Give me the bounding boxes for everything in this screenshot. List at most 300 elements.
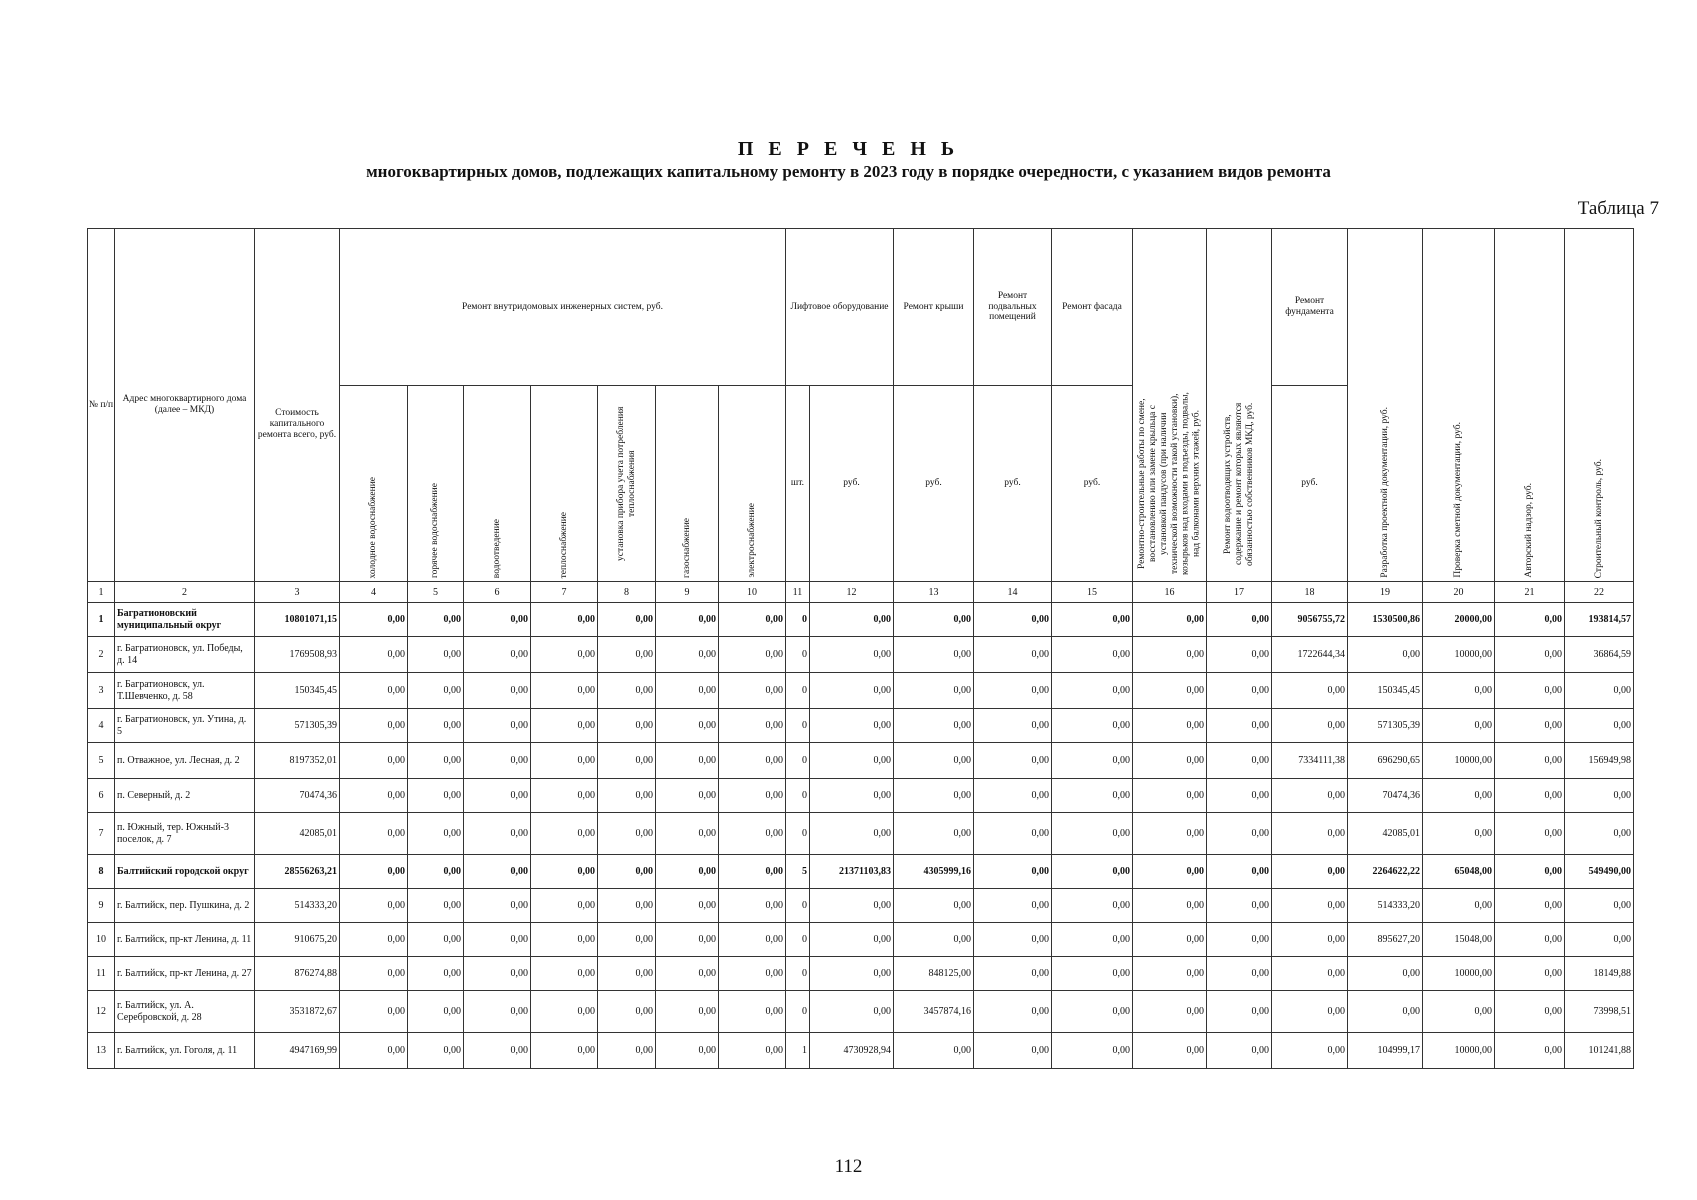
value-cell: 0,00 [1272, 813, 1348, 855]
col-foundation-rub-header: руб. [1272, 386, 1348, 582]
value-cell: 20000,00 [1423, 603, 1495, 637]
value-cell: 0,00 [340, 743, 408, 779]
value-cell: 18149,88 [1565, 957, 1634, 991]
value-cell: 0,00 [1565, 813, 1634, 855]
column-number: 15 [1052, 582, 1133, 603]
col-foundation-header: Ремонт фундамента [1272, 229, 1348, 386]
value-cell: 696290,65 [1348, 743, 1423, 779]
value-cell: 0,00 [408, 813, 464, 855]
value-cell: 0,00 [656, 743, 719, 779]
value-cell: 0,00 [719, 743, 786, 779]
value-cell: 0,00 [598, 779, 656, 813]
column-number: 4 [340, 582, 408, 603]
value-cell: 0,00 [1423, 813, 1495, 855]
value-cell: 0,00 [464, 923, 531, 957]
row-number-cell: 13 [88, 1033, 115, 1069]
value-cell: 0,00 [531, 779, 598, 813]
value-cell: 0,00 [408, 855, 464, 889]
value-cell: 0,00 [340, 603, 408, 637]
value-cell: 0,00 [408, 889, 464, 923]
row-number-cell: 4 [88, 709, 115, 743]
value-cell: 514333,20 [255, 889, 340, 923]
value-cell: 0,00 [656, 957, 719, 991]
value-cell: 848125,00 [894, 957, 974, 991]
value-cell: 15048,00 [1423, 923, 1495, 957]
value-cell: 0,00 [464, 743, 531, 779]
value-cell: 0 [786, 743, 810, 779]
value-cell: 0,00 [408, 923, 464, 957]
col-heat-meter-header: установка прибора учета потребления теплоснабжения [598, 386, 656, 582]
value-cell: 0 [786, 889, 810, 923]
value-cell: 895627,20 [1348, 923, 1423, 957]
value-cell: 0,00 [1495, 709, 1565, 743]
value-cell: 104999,17 [1348, 1033, 1423, 1069]
value-cell: 0,00 [1052, 855, 1133, 889]
value-cell: 0,00 [1348, 957, 1423, 991]
value-cell: 0,00 [974, 957, 1052, 991]
value-cell: 0,00 [974, 813, 1052, 855]
col-engineering-header: Ремонт внутридомовых инженерных систем, руб. [340, 229, 786, 386]
value-cell: 10000,00 [1423, 743, 1495, 779]
value-cell: 0,00 [1272, 709, 1348, 743]
value-cell: 0,00 [408, 709, 464, 743]
value-cell: 0,00 [1207, 779, 1272, 813]
value-cell: 0,00 [719, 813, 786, 855]
value-cell: 0,00 [408, 603, 464, 637]
table-row [88, 743, 1634, 779]
col-drainage-header: Ремонт водоотводящих устройств, содержание и ремонт которых являются обязанностью собственников МКД, руб. [1207, 229, 1272, 582]
value-cell: 0,00 [810, 779, 894, 813]
value-cell: 0,00 [656, 779, 719, 813]
value-cell: 0,00 [1207, 991, 1272, 1033]
value-cell: 0,00 [1207, 855, 1272, 889]
value-cell: 0,00 [810, 889, 894, 923]
value-cell: 0,00 [656, 855, 719, 889]
repair-table [87, 228, 1634, 1069]
value-cell: 0,00 [531, 637, 598, 673]
value-cell: 0,00 [1133, 743, 1207, 779]
address-cell: г. Багратионовск, ул. Т.Шевченко, д. 58 [115, 673, 255, 709]
col-sewerage-header: водоотведение [464, 386, 531, 582]
value-cell: 0,00 [464, 889, 531, 923]
value-cell: 0,00 [408, 743, 464, 779]
value-cell: 0,00 [340, 889, 408, 923]
value-cell: 0,00 [894, 1033, 974, 1069]
value-cell: 10000,00 [1423, 957, 1495, 991]
value-cell: 0,00 [894, 923, 974, 957]
value-cell: 0,00 [1272, 923, 1348, 957]
value-cell: 0,00 [1133, 957, 1207, 991]
value-cell: 0,00 [894, 709, 974, 743]
value-cell: 0,00 [894, 673, 974, 709]
column-number: 12 [810, 582, 894, 603]
address-cell: г. Балтийск, ул. А. Серебровской, д. 28 [115, 991, 255, 1033]
value-cell: 0,00 [598, 991, 656, 1033]
table-row [88, 637, 1634, 673]
value-cell: 0,00 [598, 923, 656, 957]
value-cell: 0,00 [1565, 673, 1634, 709]
value-cell: 4730928,94 [810, 1033, 894, 1069]
table-row [88, 673, 1634, 709]
document-subtitle: многоквартирных домов, подлежащих капитальному ремонту в 2023 году в порядке очередности, с указанием видов ремонта [366, 162, 1331, 181]
value-cell: 0,00 [974, 637, 1052, 673]
value-cell: 0,00 [1348, 991, 1423, 1033]
value-cell: 0,00 [340, 1033, 408, 1069]
value-cell: 4947169,99 [255, 1033, 340, 1069]
value-cell: 0,00 [1052, 743, 1133, 779]
value-cell: 0,00 [1207, 709, 1272, 743]
col-facade-rub-header: руб. [1052, 386, 1133, 582]
col-elevator-rub-header: руб. [810, 386, 894, 582]
value-cell: 0,00 [974, 779, 1052, 813]
value-cell: 0,00 [1272, 991, 1348, 1033]
column-number: 16 [1133, 582, 1207, 603]
value-cell: 0,00 [598, 1033, 656, 1069]
address-cell: п. Отважное, ул. Лесная, д. 2 [115, 743, 255, 779]
value-cell: 876274,88 [255, 957, 340, 991]
address-cell: Балтийский городской округ [115, 855, 255, 889]
value-cell: 0,00 [1052, 779, 1133, 813]
column-number: 22 [1565, 582, 1634, 603]
column-number: 10 [719, 582, 786, 603]
value-cell: 156949,98 [1565, 743, 1634, 779]
value-cell: 0,00 [464, 709, 531, 743]
col-roof-rub-header: руб. [894, 386, 974, 582]
value-cell: 0,00 [464, 673, 531, 709]
value-cell: 28556263,21 [255, 855, 340, 889]
value-cell: 0,00 [464, 603, 531, 637]
value-cell: 0,00 [531, 889, 598, 923]
value-cell: 0,00 [719, 637, 786, 673]
table-body [88, 603, 1634, 1069]
value-cell: 0,00 [598, 813, 656, 855]
value-cell: 0,00 [1495, 991, 1565, 1033]
value-cell: 0,00 [598, 855, 656, 889]
row-number-cell: 1 [88, 603, 115, 637]
value-cell: 9056755,72 [1272, 603, 1348, 637]
col-construction-header: Ремонтно-строительные работы по смене, восстановлению или замене крыльца с установкой пандусов (при наличии технической возможности такой установки), козырьков над входами в подъезды, подвалы, над балконами верхних этажей, руб. [1133, 229, 1207, 582]
value-cell: 0,00 [531, 923, 598, 957]
value-cell: 0,00 [810, 743, 894, 779]
row-number-cell: 8 [88, 855, 115, 889]
value-cell: 549490,00 [1565, 855, 1634, 889]
value-cell: 150345,45 [255, 673, 340, 709]
value-cell: 514333,20 [1348, 889, 1423, 923]
row-number-cell: 9 [88, 889, 115, 923]
value-cell: 0,00 [1133, 603, 1207, 637]
value-cell: 0,00 [1565, 923, 1634, 957]
value-cell: 0,00 [598, 709, 656, 743]
value-cell: 0,00 [1207, 743, 1272, 779]
value-cell: 0 [786, 603, 810, 637]
value-cell: 0,00 [1133, 673, 1207, 709]
value-cell: 0 [786, 923, 810, 957]
table-row [88, 1033, 1634, 1069]
value-cell: 0,00 [1565, 889, 1634, 923]
value-cell: 0,00 [531, 813, 598, 855]
value-cell: 0,00 [719, 855, 786, 889]
value-cell: 0,00 [719, 603, 786, 637]
value-cell: 0,00 [340, 637, 408, 673]
value-cell: 0,00 [598, 673, 656, 709]
header-row-top [88, 229, 1634, 386]
value-cell: 0,00 [408, 991, 464, 1033]
value-cell: 0,00 [1133, 889, 1207, 923]
value-cell: 0,00 [1565, 779, 1634, 813]
value-cell: 8197352,01 [255, 743, 340, 779]
value-cell: 0,00 [531, 957, 598, 991]
value-cell: 0,00 [1207, 603, 1272, 637]
table-row [88, 779, 1634, 813]
value-cell: 1530500,86 [1348, 603, 1423, 637]
value-cell: 0,00 [810, 709, 894, 743]
value-cell: 0,00 [1495, 779, 1565, 813]
value-cell: 0,00 [1207, 637, 1272, 673]
value-cell: 0,00 [1052, 603, 1133, 637]
value-cell: 0,00 [974, 855, 1052, 889]
value-cell: 0,00 [656, 673, 719, 709]
value-cell: 0,00 [1207, 889, 1272, 923]
document-title: П Е Р Е Ч Е Н Ь [737, 138, 960, 160]
value-cell: 0 [786, 957, 810, 991]
value-cell: 0 [786, 709, 810, 743]
value-cell: 0,00 [464, 813, 531, 855]
value-cell: 7334111,38 [1272, 743, 1348, 779]
value-cell: 70474,36 [1348, 779, 1423, 813]
value-cell: 0 [786, 637, 810, 673]
value-cell: 0,00 [894, 603, 974, 637]
address-cell: г. Багратионовск, ул. Победы, д. 14 [115, 637, 255, 673]
value-cell: 0,00 [974, 889, 1052, 923]
value-cell: 0,00 [1133, 855, 1207, 889]
col-design-docs-header: Разработка проектной документации, руб. [1348, 229, 1423, 582]
table-row [88, 889, 1634, 923]
value-cell: 73998,51 [1565, 991, 1634, 1033]
column-number: 19 [1348, 582, 1423, 603]
value-cell: 0,00 [408, 637, 464, 673]
value-cell: 0,00 [1207, 923, 1272, 957]
column-number: 6 [464, 582, 531, 603]
column-number: 3 [255, 582, 340, 603]
column-number-row [88, 582, 1634, 603]
value-cell: 0,00 [1495, 889, 1565, 923]
table-row [88, 813, 1634, 855]
value-cell: 2264622,22 [1348, 855, 1423, 889]
value-cell: 0,00 [1423, 991, 1495, 1033]
value-cell: 0,00 [974, 709, 1052, 743]
table-row [88, 923, 1634, 957]
table-row [88, 855, 1634, 889]
value-cell: 0,00 [408, 779, 464, 813]
value-cell: 0,00 [1495, 673, 1565, 709]
value-cell: 0,00 [1133, 813, 1207, 855]
value-cell: 0,00 [464, 1033, 531, 1069]
value-cell: 0,00 [1133, 709, 1207, 743]
address-cell: г. Балтийск, пер. Пушкина, д. 2 [115, 889, 255, 923]
value-cell: 10000,00 [1423, 637, 1495, 673]
value-cell: 0,00 [340, 813, 408, 855]
value-cell: 0,00 [1272, 855, 1348, 889]
value-cell: 0,00 [340, 779, 408, 813]
value-cell: 0,00 [1495, 603, 1565, 637]
value-cell: 0,00 [1565, 709, 1634, 743]
value-cell: 10801071,15 [255, 603, 340, 637]
value-cell: 0,00 [464, 779, 531, 813]
value-cell: 65048,00 [1423, 855, 1495, 889]
value-cell: 4305999,16 [894, 855, 974, 889]
value-cell: 0,00 [974, 673, 1052, 709]
column-number: 13 [894, 582, 974, 603]
value-cell: 0,00 [894, 813, 974, 855]
address-cell: г. Балтийск, пр-кт Ленина, д. 11 [115, 923, 255, 957]
column-number: 8 [598, 582, 656, 603]
value-cell: 0,00 [810, 673, 894, 709]
column-number: 17 [1207, 582, 1272, 603]
row-number-cell: 2 [88, 637, 115, 673]
column-number: 9 [656, 582, 719, 603]
value-cell: 0,00 [1052, 1033, 1133, 1069]
value-cell: 0,00 [340, 709, 408, 743]
value-cell: 0,00 [531, 603, 598, 637]
value-cell: 0,00 [1052, 889, 1133, 923]
address-cell: Багратионовский муниципальный округ [115, 603, 255, 637]
value-cell: 0,00 [719, 957, 786, 991]
value-cell: 42085,01 [1348, 813, 1423, 855]
value-cell: 0,00 [1495, 855, 1565, 889]
value-cell: 0,00 [810, 923, 894, 957]
value-cell: 101241,88 [1565, 1033, 1634, 1069]
value-cell: 0,00 [1133, 779, 1207, 813]
value-cell: 0,00 [598, 637, 656, 673]
value-cell: 0,00 [531, 709, 598, 743]
value-cell: 0,00 [719, 923, 786, 957]
column-number: 20 [1423, 582, 1495, 603]
value-cell: 0,00 [656, 709, 719, 743]
address-cell: п. Южный, тер. Южный-3 поселок, д. 7 [115, 813, 255, 855]
value-cell: 0,00 [656, 813, 719, 855]
value-cell: 0,00 [1133, 637, 1207, 673]
value-cell: 0,00 [1495, 637, 1565, 673]
value-cell: 0,00 [598, 957, 656, 991]
value-cell: 70474,36 [255, 779, 340, 813]
value-cell: 0,00 [974, 923, 1052, 957]
value-cell: 0,00 [408, 957, 464, 991]
row-number-cell: 5 [88, 743, 115, 779]
value-cell: 0,00 [656, 603, 719, 637]
value-cell: 0,00 [531, 855, 598, 889]
value-cell: 1 [786, 1033, 810, 1069]
col-electric-header: электроснабжение [719, 386, 786, 582]
value-cell: 0 [786, 813, 810, 855]
value-cell: 0,00 [1207, 957, 1272, 991]
row-number-cell: 10 [88, 923, 115, 957]
value-cell: 0,00 [1495, 957, 1565, 991]
value-cell: 0,00 [464, 637, 531, 673]
page-number: 112 [834, 1156, 863, 1177]
value-cell: 21371103,83 [810, 855, 894, 889]
value-cell: 0,00 [464, 957, 531, 991]
value-cell: 0,00 [1272, 957, 1348, 991]
value-cell: 0,00 [974, 743, 1052, 779]
value-cell: 0,00 [1052, 957, 1133, 991]
value-cell: 3531872,67 [255, 991, 340, 1033]
table-row [88, 957, 1634, 991]
value-cell: 0,00 [464, 991, 531, 1033]
value-cell: 1722644,34 [1272, 637, 1348, 673]
value-cell: 0,00 [719, 991, 786, 1033]
value-cell: 0,00 [894, 743, 974, 779]
value-cell: 0,00 [656, 923, 719, 957]
value-cell: 0,00 [1133, 1033, 1207, 1069]
column-number: 1 [88, 582, 115, 603]
value-cell: 571305,39 [1348, 709, 1423, 743]
value-cell: 0 [786, 779, 810, 813]
value-cell: 0 [786, 673, 810, 709]
value-cell: 0,00 [1272, 673, 1348, 709]
value-cell: 0,00 [408, 673, 464, 709]
value-cell: 193814,57 [1565, 603, 1634, 637]
value-cell: 0,00 [894, 889, 974, 923]
value-cell: 0,00 [340, 855, 408, 889]
column-number: 11 [786, 582, 810, 603]
value-cell: 910675,20 [255, 923, 340, 957]
column-number: 21 [1495, 582, 1565, 603]
row-number-cell: 7 [88, 813, 115, 855]
value-cell: 0,00 [719, 1033, 786, 1069]
value-cell: 0,00 [810, 813, 894, 855]
value-cell: 0,00 [1348, 637, 1423, 673]
value-cell: 0,00 [719, 889, 786, 923]
value-cell: 36864,59 [1565, 637, 1634, 673]
col-basement-header: Ремонт подвальных помещений [974, 229, 1052, 386]
row-number-cell: 3 [88, 673, 115, 709]
value-cell: 0 [786, 991, 810, 1033]
column-number: 14 [974, 582, 1052, 603]
col-cold-water-header: холодное водоснабжение [340, 386, 408, 582]
value-cell: 0,00 [1495, 743, 1565, 779]
value-cell: 0,00 [719, 779, 786, 813]
value-cell: 0,00 [1052, 813, 1133, 855]
col-construction-control-header: Строительный контроль, руб. [1565, 229, 1634, 582]
column-number: 7 [531, 582, 598, 603]
value-cell: 0,00 [598, 889, 656, 923]
value-cell: 0,00 [656, 637, 719, 673]
value-cell: 10000,00 [1423, 1033, 1495, 1069]
value-cell: 0,00 [894, 637, 974, 673]
col-gas-header: газоснабжение [656, 386, 719, 582]
value-cell: 0,00 [1423, 673, 1495, 709]
value-cell: 0,00 [1207, 813, 1272, 855]
value-cell: 0,00 [974, 603, 1052, 637]
col-basement-rub-header: руб. [974, 386, 1052, 582]
value-cell: 0,00 [464, 855, 531, 889]
value-cell: 0,00 [531, 1033, 598, 1069]
value-cell: 0,00 [1272, 889, 1348, 923]
value-cell: 0,00 [340, 957, 408, 991]
value-cell: 0,00 [656, 991, 719, 1033]
address-cell: г. Балтийск, пр-кт Ленина, д. 27 [115, 957, 255, 991]
value-cell: 0,00 [1423, 709, 1495, 743]
table-row [88, 991, 1634, 1033]
value-cell: 0,00 [340, 991, 408, 1033]
value-cell: 0,00 [656, 889, 719, 923]
value-cell: 0,00 [340, 673, 408, 709]
value-cell: 0,00 [974, 1033, 1052, 1069]
value-cell: 0,00 [719, 709, 786, 743]
value-cell: 0,00 [1052, 709, 1133, 743]
value-cell: 0,00 [1052, 673, 1133, 709]
value-cell: 1769508,93 [255, 637, 340, 673]
